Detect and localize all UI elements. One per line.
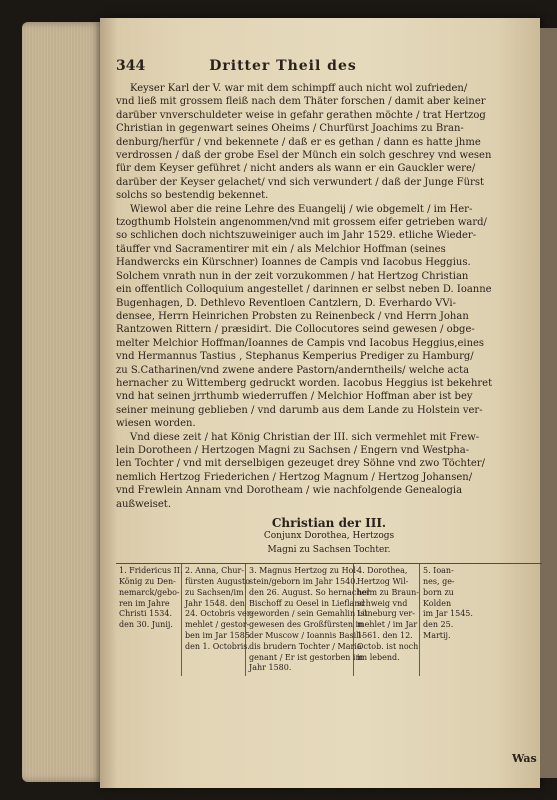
genealogy-line: den 1. Octobris. bbox=[185, 641, 250, 651]
genealogy-line: ren im Jahre bbox=[119, 598, 170, 608]
body-line: len Tochter / vnd mit derselbigen gezeuget drey Söhne vnd zwo Töchter/ bbox=[116, 458, 485, 470]
genealogy-column bbox=[246, 564, 371, 676]
body-line: hernacher zu Wittemberg gedruckt worden. Iacobus Heggius ist bekehret bbox=[116, 377, 493, 389]
genealogy-consort: Conjunx Dorothea, Hertzogs bbox=[263, 531, 395, 542]
body-line: so schlichen doch nichtszuweiniger auch im Jahr 1529. etliche Wieder- bbox=[116, 230, 477, 242]
page-edges bbox=[22, 22, 102, 782]
genealogy-head: Christian der III. bbox=[271, 516, 387, 530]
genealogy-line: zu Sachsen/im bbox=[185, 587, 244, 597]
body-line: melter Melchior Hoffman/Ioannes de Campis vnd Iacobus Heggius,eines bbox=[116, 337, 485, 349]
genealogy-consort-line2: Magni zu Sachsen Tochter. bbox=[267, 544, 391, 555]
genealogy-line: Lüneburg ver- bbox=[357, 609, 415, 619]
body-line: vnd Hermannus Tastius , Stephanus Kemperius Prediger zu Hamburg/ bbox=[116, 351, 474, 363]
genealogy-line: den 25. bbox=[423, 620, 454, 630]
genealogy-line: 24. Octobris ver- bbox=[185, 609, 254, 619]
genealogy-line: Martij. bbox=[423, 631, 451, 640]
genealogy-column bbox=[116, 564, 182, 676]
body-line: täuffer vnd Sacramentirer mit ein / als Melchior Hoffman (seines bbox=[116, 243, 446, 255]
genealogy-line: im lebend. bbox=[357, 652, 400, 662]
page-number: 344 bbox=[116, 58, 146, 74]
body-line: vnd hat seinen jrrthumb wiederruffen / Melchior Hoffman aber ist bey bbox=[116, 391, 473, 403]
genealogy-line: gewesen des Großfürsten in bbox=[249, 620, 364, 630]
body-line: tzogthumb Holstein angenommen/vnd mit grossem eifer getrieben ward/ bbox=[116, 217, 487, 229]
genealogy-line: nemarck/gebo- bbox=[119, 587, 180, 597]
body-line: lein Dorotheen / Hertzogen Magni zu Sachsen / Engern vnd Westpha- bbox=[116, 444, 470, 456]
genealogy-line: dis brudern Tochter / Maria bbox=[249, 641, 362, 651]
genealogy-line: helm zu Braun- bbox=[357, 587, 419, 597]
body-line: darüber vnverschuldeter weise in gefahr gerathen möchte / trat Hertzog bbox=[116, 109, 486, 121]
genealogy-line: born zu bbox=[423, 587, 454, 597]
genealogy-line: Kolden bbox=[423, 598, 452, 608]
genealogy-line: fürsten Augusto bbox=[185, 577, 251, 587]
facing-page-sliver bbox=[540, 28, 557, 778]
genealogy-line: geworden / sein Gemahlin ist bbox=[249, 609, 368, 619]
genealogy-line: 5. Ioan- bbox=[423, 566, 454, 576]
genealogy-line: den 26. August. So hernacher bbox=[249, 587, 371, 597]
genealogy-line: den 30. Junij. bbox=[119, 620, 173, 630]
genealogy-line: Bischoff zu Oesel in Liefland bbox=[249, 598, 365, 608]
body-line: Christian in gegenwart seines Oheims / Churfürst Joachims zu Bran- bbox=[116, 123, 464, 135]
genealogy-line: stein/geborn im Jahr 1540. bbox=[249, 577, 358, 587]
body-line: vnd ließ mit grossem fleiß nach dem Thäter forschen / damit aber keiner bbox=[116, 96, 486, 108]
body-line: darüber der Keyser gelachet/ vnd sich verwundert / daß der Junge Fürst bbox=[116, 176, 484, 188]
body-line: für dem Keyser geführet / nicht anders als wann er ein Gauckler were/ bbox=[116, 163, 476, 175]
page-header bbox=[116, 60, 542, 82]
catchword: Was bbox=[512, 752, 537, 765]
body-line: Handwercks ein Kürschner) Ioannes de Campis vnd Iacobus Heggius. bbox=[116, 257, 471, 269]
body-line: nemlich Hertzog Friederichen / Hertzog Magnum / Hertzog Johansen/ bbox=[116, 471, 473, 483]
body-line: solchs so bestendig bekennet. bbox=[116, 190, 269, 202]
genealogy-line: 4. Dorothea, bbox=[357, 566, 408, 576]
genealogy-table bbox=[116, 563, 542, 676]
genealogy-line: Jahr 1580. bbox=[249, 663, 292, 673]
genealogy-line: 1561. den 12. bbox=[357, 631, 413, 640]
genealogy-column bbox=[420, 564, 473, 676]
genealogy-column bbox=[354, 564, 420, 676]
genealogy-line: genant / Er ist gestorben im bbox=[249, 652, 364, 662]
body-text bbox=[116, 82, 542, 511]
body-line: verdrossen / daß der grobe Esel der Münch ein solch geschrey vnd wesen bbox=[116, 150, 492, 162]
body-line: denburg/herfür / vnd bekennete / daß er es gethan / dann es hatte jhme bbox=[116, 136, 481, 148]
genealogy-line: der Muscow / Ioannis Basili- bbox=[249, 631, 364, 640]
body-line: Keyser Karl der V. war mit dem schimpff auch nicht wol zufrieden/ bbox=[130, 83, 468, 94]
genealogy-line: schweig vnd bbox=[357, 598, 408, 608]
body-line: seiner meinung geblieben / vnd darumb aus dem Lande zu Holstein ver- bbox=[116, 404, 483, 416]
running-title: Dritter Theil des bbox=[209, 58, 357, 74]
genealogy-line: 3. Magnus Hertzog zu Hol- bbox=[249, 566, 359, 576]
genealogy-column bbox=[182, 564, 254, 676]
genealogy-line: 1. Fridericus II. bbox=[119, 566, 183, 576]
body-line: Wiewol aber die reine Lehre des Euangelij / wie obgemelt / im Her- bbox=[130, 203, 473, 215]
genealogy-line: Hertzog Wil- bbox=[357, 577, 409, 587]
genealogy-line: nes, ge- bbox=[423, 577, 455, 587]
genealogy-line: ben im Jar 1585 bbox=[185, 631, 250, 640]
body-line: Bugenhagen, D. Dethlevo Reventloen Cantzlern, D. Everhardo VVi- bbox=[116, 297, 457, 309]
body-line: densee, Herrn Heinrichen Probsten zu Reinenbeck / vnd Herrn Johan bbox=[116, 310, 469, 322]
genealogy-line: Christi 1534. bbox=[119, 609, 172, 619]
body-line: außweiset. bbox=[116, 498, 172, 510]
genealogy-line: mehlet / im Jar bbox=[357, 620, 418, 630]
genealogy-line: im Jar 1545. bbox=[423, 609, 473, 619]
body-line: vnd Frewlein Annam vnd Dorotheam / wie nachfolgende Genealogia bbox=[116, 485, 463, 497]
genealogy-line: 2. Anna, Chur- bbox=[185, 566, 245, 576]
genealogy-line: König zu Den- bbox=[119, 577, 176, 587]
genealogy-line: mehlet / gestor- bbox=[185, 620, 250, 630]
body-line: Rantzowen Rittern / præsidirt. Die Collocutores seind gewesen / obge- bbox=[116, 324, 475, 336]
body-line: Solchem vnrath nun in der zeit vorzukommen / hat Hertzog Christian bbox=[116, 270, 469, 282]
genealogy-line: Jahr 1548. den bbox=[185, 598, 245, 608]
body-line: zu S.Catharinen/vnd zwene andere Pastorn/anderntheils/ welche acta bbox=[116, 364, 470, 376]
genealogy-line: Octob. ist noch bbox=[357, 641, 419, 651]
text-area bbox=[116, 60, 542, 676]
body-line: Vnd diese zeit / hat König Christian der III. sich vermehlet mit Frew- bbox=[130, 431, 480, 443]
body-line: ein offentlich Colloquium angestellet / darinnen er selbst neben D. Ioanne bbox=[116, 284, 492, 296]
body-line: wiesen worden. bbox=[116, 418, 196, 430]
